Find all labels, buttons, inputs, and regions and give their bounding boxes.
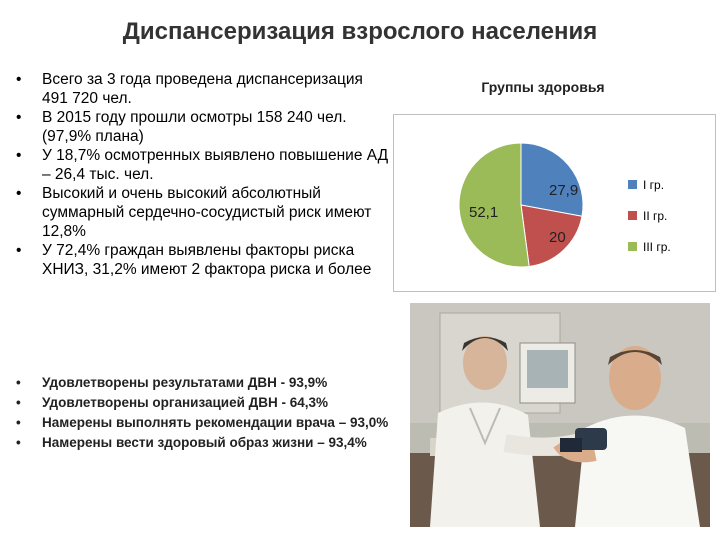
list-item — [14, 241, 389, 279]
photo-illustration — [410, 303, 710, 527]
bullet-icon: • — [16, 435, 21, 450]
satisfaction-list — [14, 374, 394, 454]
bullet-icon: • — [16, 109, 22, 126]
list-item-text: В 2015 году прошли осмотры 158 240 чел. (97,9% плана) — [42, 109, 347, 145]
pie-chart — [393, 70, 623, 292]
bullet-icon: • — [16, 185, 22, 202]
bullet-icon: • — [16, 415, 21, 430]
list-item-text: Удовлетворены организацией ДВН - 64,3% — [42, 395, 329, 410]
bullet-icon: • — [16, 395, 21, 410]
pie-data-label: 27,9 — [549, 182, 579, 199]
bullet-icon: • — [16, 71, 22, 88]
bullet-icon: • — [16, 242, 22, 259]
health-groups-chart — [393, 70, 716, 292]
list-item-text: У 72,4% граждан выявлены факторы риска ХНИЗ, 31,2% имеют 2 фактора риска и более — [42, 242, 372, 278]
pie-data-label: 52,1 — [469, 204, 499, 221]
pie-slice-1 — [521, 143, 583, 216]
list-item-text: У 18,7% осмотренных выявлено повышение АД – 26,4 тыс. чел. — [42, 147, 389, 183]
chart-title: Группы здоровья — [481, 79, 605, 95]
stats-list — [14, 70, 389, 279]
list-item — [14, 394, 394, 411]
legend-item — [628, 207, 671, 224]
list-item-text: Намерены выполнять рекомендации врача – 93,0% — [42, 415, 389, 430]
legend-label: II гр. — [643, 208, 668, 223]
legend-label: I гр. — [643, 177, 665, 192]
list-item — [14, 108, 389, 146]
bullet-icon: • — [16, 147, 22, 164]
list-item-text: Намерены вести здоровый образ жизни – 93,4% — [42, 435, 367, 450]
bullet-icon: • — [16, 375, 21, 390]
doctor-patient-photo — [410, 303, 710, 527]
legend-label: III гр. — [643, 239, 671, 254]
list-item — [14, 184, 389, 241]
legend-item — [628, 176, 671, 193]
legend-swatch — [628, 211, 637, 220]
list-item — [14, 434, 394, 451]
page-title: Диспансеризация взрослого населения — [122, 18, 598, 45]
list-item-text: Высокий и очень высокий абсолютный суммарный сердечно-сосудистый риск имеют 12,8% — [42, 185, 372, 240]
legend-item — [628, 238, 671, 255]
list-item — [14, 374, 394, 391]
chart-legend — [628, 176, 671, 269]
list-item — [14, 70, 389, 108]
list-item — [14, 414, 394, 431]
list-item — [14, 146, 389, 184]
list-item-text: Удовлетворены результатами ДВН - 93,9% — [42, 375, 328, 390]
list-item-text: Всего за 3 года проведена диспансеризация 491 720 чел. — [42, 71, 363, 107]
legend-swatch — [628, 242, 637, 251]
legend-swatch — [628, 180, 637, 189]
pie-data-label: 20 — [549, 229, 566, 246]
